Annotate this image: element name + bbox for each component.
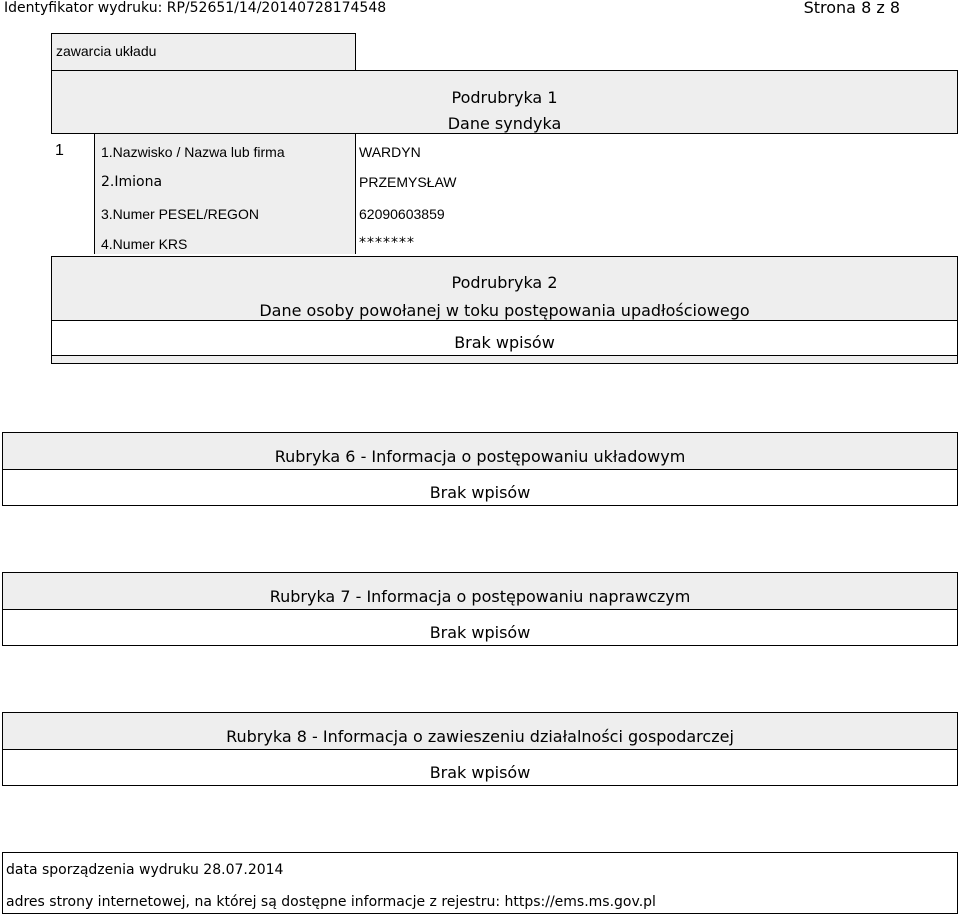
print-identifier: Identyfikator wydruku: RP/52651/14/20140728174548: [4, 0, 387, 16]
subsection-1-title: Podrubryka 1: [451, 88, 558, 107]
field-label-pesel-regon: 3.Numer PESEL/REGON: [101, 206, 259, 222]
section-8-title: Rubryka 8 - Informacja o zawieszeniu działalności gospodarczej: [2, 712, 958, 750]
field-label-first-names: 2.Imiona: [101, 174, 163, 190]
field-value-pesel-regon: 62090603859: [359, 206, 445, 222]
subsection-2-empty: Brak wpisów: [51, 320, 958, 356]
field-label-krs: 4.Numer KRS: [101, 236, 188, 252]
subsection-2-footer-bar: [51, 355, 958, 364]
subsection-1-subtitle: Dane syndyka: [447, 114, 562, 133]
subsection-2-title: Podrubryka 2: [451, 273, 558, 292]
subsection-1-header: [51, 70, 958, 134]
field-value-surname: WARDYN: [359, 144, 421, 160]
section-7-empty: Brak wpisów: [2, 609, 958, 646]
print-date: data sporządzenia wydruku 28.07.2014: [6, 862, 284, 878]
page-number: Strona 8 z 8: [803, 0, 900, 17]
registry-url-line: adres strony internetowej, na której są dostępne informacje z rejestru: https://ems.ms.gov.pl: [6, 894, 656, 910]
section-6-title: Rubryka 6 - Informacja o postępowaniu układowym: [2, 432, 958, 470]
entry-number: 1: [55, 142, 64, 159]
field-label-surname: 1.Nazwisko / Nazwa lub firma: [101, 144, 285, 160]
field-value-krs: *******: [359, 235, 415, 251]
footer-box: [2, 852, 958, 914]
section-6-empty: Brak wpisów: [2, 469, 958, 506]
section-7-title: Rubryka 7 - Informacja o postępowaniu naprawczym: [2, 572, 958, 610]
section-8-empty: Brak wpisów: [2, 749, 958, 786]
section-tab-label: zawarcia układu: [51, 33, 356, 71]
subsection-2-header: [51, 256, 958, 321]
field-value-first-names: PRZEMYSŁAW: [359, 174, 457, 190]
subsection-2-subtitle: Dane osoby powołanej w toku postępowania upadłościowego: [259, 301, 750, 320]
